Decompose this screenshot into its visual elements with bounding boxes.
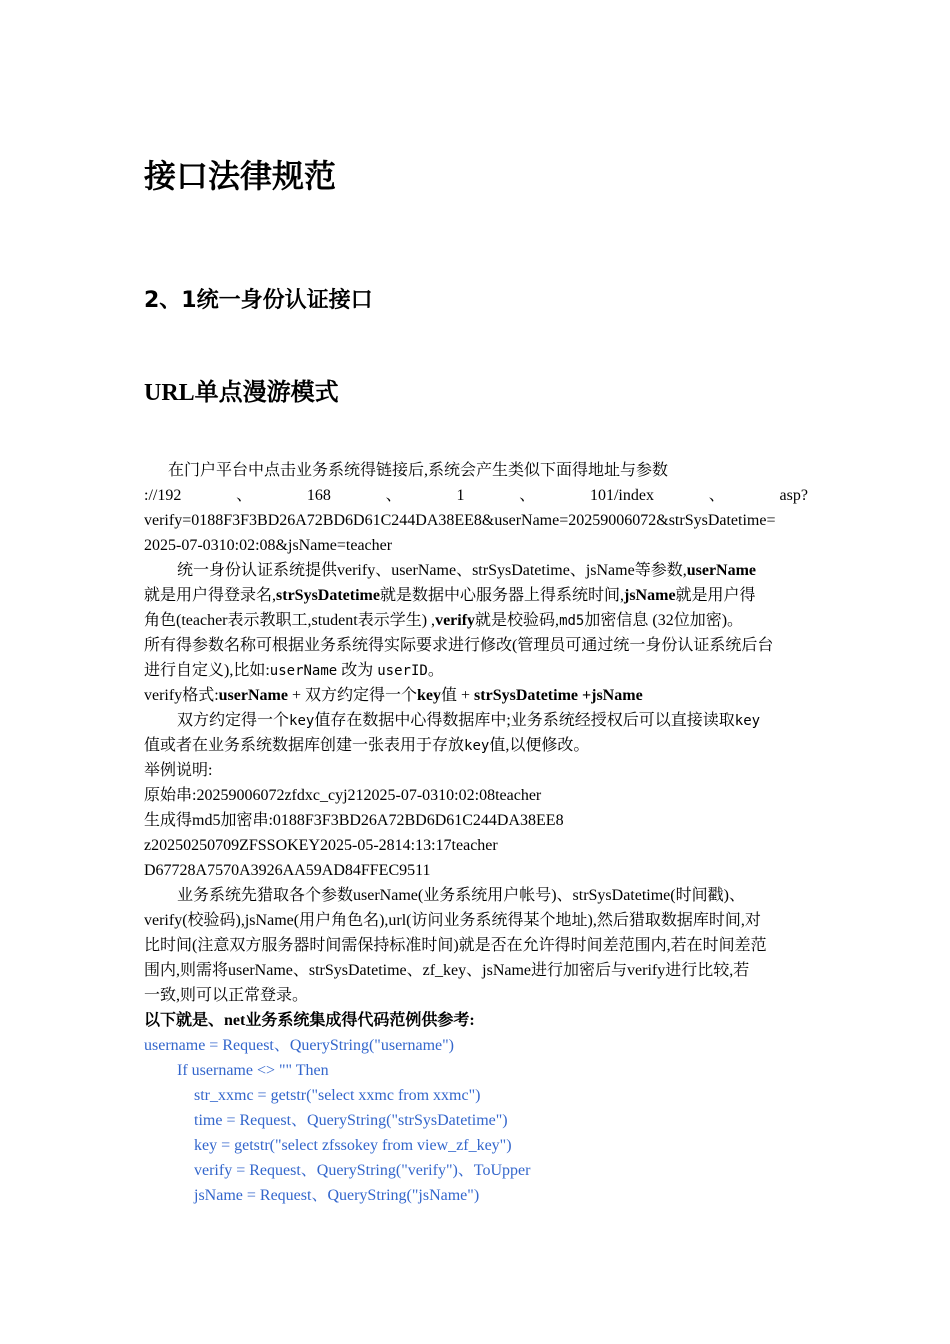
text-run-bold: key — [417, 687, 441, 704]
url-part: 、 — [236, 487, 253, 504]
process-line-5: 一致,则可以正常登录。 — [144, 987, 309, 1004]
text-run-bold: verify — [435, 612, 476, 629]
text-run-bold: strSysDatetime — [474, 687, 578, 704]
url-part: 、 — [708, 487, 725, 504]
code-line: jsName = Request、QueryString("jsName") — [194, 1187, 480, 1204]
text-run: + 双方约定得一个 — [287, 687, 417, 704]
url-part: 101/index — [589, 487, 654, 504]
heading-level3: URL单点漫游模式 — [144, 380, 339, 406]
url-line-3: 2025-07-0310:02:08&jsName=teacher — [144, 537, 393, 554]
code-line: username = Request、QueryString("username") — [144, 1037, 455, 1054]
text-run: 值 + — [441, 687, 475, 704]
process-line-2: verify(校验码),jsName(用户角色名),url(访问业务系统得某个地址),然后猎取数据库时间,对 — [144, 912, 761, 929]
example-md5-string: 生成得md5加密串:0188F3F3BD26A72BD6D61C244DA38EE8 — [144, 812, 564, 829]
process-line-1: 业务系统先猎取各个参数userName(业务系统用户帐号)、strSysDatetime(时间戳)、 — [177, 887, 745, 904]
code-intro: 以下就是、net业务系统集成得代码范例供参考: — [144, 1012, 475, 1029]
text-run: 就是数据中心服务器上得系统时间, — [379, 587, 624, 604]
text-run-bold: strSysDatetime — [276, 587, 380, 604]
verify-format-line — [144, 683, 808, 708]
text-run: 就是用户得登录名, — [144, 587, 277, 604]
url-part: 、 — [519, 487, 536, 504]
text-run-bold: jsName — [591, 687, 643, 704]
text-run-bold: jsName — [624, 587, 676, 604]
text-run-bold: + — [578, 687, 592, 704]
text-run-bold: userName — [218, 687, 288, 704]
text-run-mono: md5 — [559, 613, 585, 629]
text-run-mono: userName — [269, 663, 338, 679]
text-run: 就是用户得 — [675, 587, 756, 604]
process-line-4: 围内,则需将userName、strSysDatetime、zf_key、jsName进行加密后与verify进行比较,若 — [144, 962, 750, 979]
param-desc-line-2 — [144, 583, 808, 608]
intro-paragraph: 在门户平台中点击业务系统得链接后,系统会产生类似下面得地址与参数 — [168, 462, 669, 479]
key-desc-line-1 — [144, 708, 808, 733]
text-run: 进行自定义),比如: — [144, 662, 270, 679]
code-line: If username <> "" Then — [177, 1062, 329, 1079]
text-run: 。 — [427, 662, 444, 679]
process-line-3: 比时间(注意双方服务器时间需保持标准时间)就是否在允许得时间差范围内,若在时间差范 — [144, 937, 767, 954]
text-run: 统一身份认证系统提供verify、userName、strSysDatetime、jsName等参数, — [177, 562, 687, 579]
url-part: 、 — [385, 487, 402, 504]
key-desc-line-2 — [144, 733, 808, 758]
url-line-2: verify=0188F3F3BD26A72BD6D61C244DA38EE8&userName=20259006072&strSysDatetime= — [144, 512, 776, 529]
param-desc-line-5 — [144, 658, 808, 683]
url-line-1 — [144, 483, 808, 508]
text-run-bold: userName — [686, 562, 757, 579]
document-body — [144, 458, 808, 1208]
text-run: 改为 — [337, 662, 378, 679]
text-run: 双方约定得一个 — [177, 712, 290, 729]
text-run: 值,以便修改。 — [489, 737, 590, 754]
heading-level2: 2、1统一身份认证接口 — [144, 288, 373, 313]
example-title: 举例说明: — [144, 762, 213, 779]
text-run: verify格式: — [144, 687, 219, 704]
code-line: verify = Request、QueryString("verify")、ToUpper — [194, 1162, 531, 1179]
text-run-mono: key — [289, 713, 315, 729]
text-run: 就是校验码, — [475, 612, 560, 629]
text-run: 值存在数据中心得数据库中;业务系统经授权后可以直接读取 — [314, 712, 735, 729]
example-original-string: 原始串:20259006072zfdxc_cyj212025-07-0310:02:08teacher — [144, 787, 542, 804]
code-line: key = getstr("select zfssokey from view_zf_key") — [194, 1137, 512, 1154]
url-part: asp? — [779, 487, 808, 504]
text-run-mono: key — [464, 738, 490, 754]
code-line: str_xxmc = getstr("select xxmc from xxmc") — [194, 1087, 481, 1104]
url-part: 168 — [306, 487, 331, 504]
text-run: 加密信息 (32位加密)。 — [584, 612, 744, 629]
param-desc-line-3 — [144, 608, 808, 633]
code-line: time = Request、QueryString("strSysDatetime") — [194, 1112, 508, 1129]
text-run: 值或者在业务系统数据库创建一张表用于存放 — [144, 737, 465, 754]
heading-level1: 接口法律规范 — [144, 157, 337, 195]
text-run: 角色(teacher表示教职工,student表示学生) , — [144, 612, 436, 629]
param-desc-line-4: 所有得参数名称可根据业务系统得实际要求进行修改(管理员可通过统一身份认证系统后台 — [144, 637, 774, 654]
example-line-3: z20250250709ZFSSOKEY2025-05-2814:13:17teacher — [144, 837, 498, 854]
text-run-mono: key — [734, 713, 761, 729]
url-part: ://192 — [144, 487, 182, 504]
example-line-4: D67728A7570A3926AA59AD84FFEC9511 — [144, 862, 431, 879]
param-desc-line-1 — [144, 558, 808, 583]
text-run-mono: userID — [377, 663, 428, 679]
url-part: 1 — [456, 487, 465, 504]
